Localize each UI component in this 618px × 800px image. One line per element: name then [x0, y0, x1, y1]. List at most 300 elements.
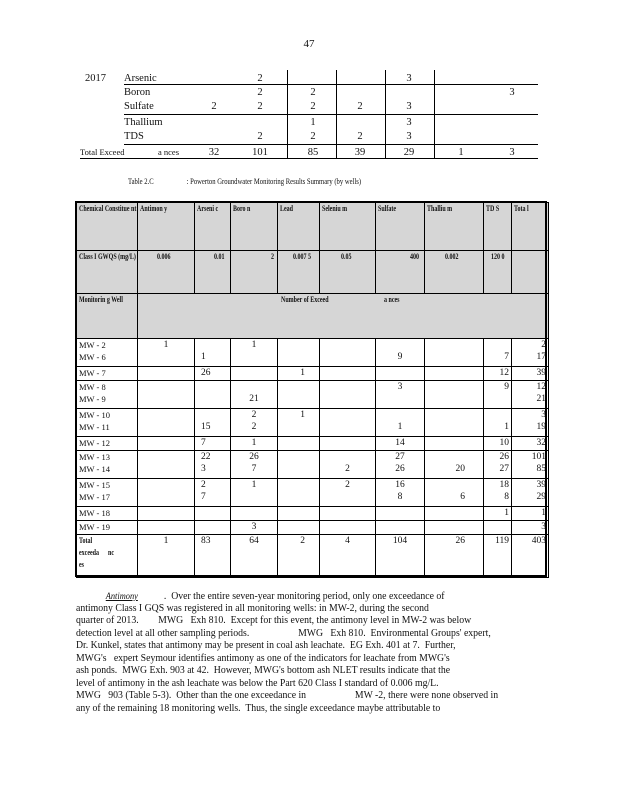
well-names: [77, 506, 138, 520]
cell-value: 27: [395, 452, 405, 463]
tds-cell: [484, 367, 512, 381]
cell-value: 21: [536, 394, 546, 405]
total-cell: 39: [354, 147, 366, 158]
cell-value: [427, 479, 465, 491]
total-cell: 3: [509, 147, 515, 158]
total-lead: 2: [278, 535, 320, 578]
standard-value: 0.002: [445, 251, 459, 261]
selenium-cell: [320, 381, 376, 409]
table-rule: [124, 114, 538, 115]
header-thallium: [425, 203, 484, 251]
header-tds: [484, 203, 512, 251]
antimony-cell: [138, 478, 195, 506]
cell-value: 10: [499, 437, 509, 448]
table-cell: 2: [211, 101, 217, 112]
selenium-cell: [320, 506, 376, 520]
table-cell: 2: [310, 87, 316, 98]
cell-value: 1: [251, 437, 257, 448]
cell-value: [378, 339, 422, 351]
cell-value: [140, 491, 192, 503]
well-name: MW - 12: [79, 437, 111, 448]
well-name: MW - 9: [79, 394, 106, 405]
total-cell: 1: [458, 147, 464, 158]
boron-cell: [231, 520, 278, 534]
well-names: [77, 451, 138, 479]
table-title: : Powerton Groundwater Monitoring Results Summary (by wells): [186, 176, 362, 186]
total-label: [77, 535, 138, 578]
total-cell: 85: [307, 147, 319, 158]
cell-value: 7: [251, 464, 257, 475]
table-rule: [336, 70, 337, 158]
thallium-cell: [425, 339, 484, 367]
cell-value: 2: [345, 479, 350, 490]
tds-cell: [484, 339, 512, 367]
arsenic-cell: [195, 339, 231, 367]
standard-value: 0.01: [214, 251, 225, 261]
cell-value: 1: [163, 340, 169, 351]
cell-value: 32: [536, 437, 546, 448]
header-antimony: [138, 203, 195, 251]
lead-cell: [278, 436, 320, 450]
paragraph-line: quarter of 2013. MWG Exh 810. Except for this event, the antimony level in MW-2 was below: [76, 615, 472, 626]
total-cell: [512, 409, 549, 437]
cell-value: 29: [536, 491, 546, 502]
well-name: MW - 15: [79, 479, 111, 490]
cell-value: [427, 521, 465, 533]
cell-value: 8: [397, 491, 403, 502]
arsenic-cell: [195, 367, 231, 381]
cell-value: [378, 367, 422, 379]
cell-value: [233, 507, 275, 519]
header-selenium: [320, 203, 376, 251]
cell-value: [322, 339, 373, 351]
lead-cell: [278, 506, 320, 520]
standard-total: [512, 250, 549, 293]
total-cell: [512, 520, 549, 534]
cell-value: [140, 521, 192, 533]
header-chemical: [77, 203, 138, 251]
table-cell: 2: [257, 131, 263, 142]
cell-value: [427, 381, 465, 393]
total-cell: 32: [208, 147, 220, 158]
standard-thallium: [425, 250, 484, 293]
paragraph-line: any of the remaining 18 monitoring wells. Thus, the single exceedance maybe attributable to: [76, 702, 441, 714]
standard-boron: [231, 250, 278, 293]
cell-value: 1: [300, 410, 305, 421]
antimony-cell: [138, 436, 195, 450]
cell-value: [427, 451, 465, 463]
cell-value: [140, 451, 192, 463]
well-name: MW - 8: [79, 382, 106, 393]
lead-cell: [278, 339, 320, 367]
sulfate-cell: [376, 478, 425, 506]
number-label: Number of Exceed: [280, 294, 329, 304]
cell-value: [322, 507, 373, 519]
selenium-cell: [320, 520, 376, 534]
standard-value: 0.006: [157, 251, 171, 261]
cell-value: 1: [251, 340, 257, 351]
cell-value: [140, 351, 192, 363]
sulfate-cell: [376, 436, 425, 450]
top-summary-table: [80, 70, 538, 160]
paragraph-line: [76, 590, 513, 603]
total-cell: [512, 367, 549, 381]
well-name: MW - 17: [79, 491, 111, 502]
cell-value: 3: [397, 382, 403, 393]
standard-value: 400: [410, 251, 419, 261]
paragraph-line: Dr. Kunkel, states that antimony may be present in coal ash leachate. EG Exh. 401 at 7. Further,: [76, 640, 456, 651]
header-boron: [231, 203, 278, 251]
header-lead: [278, 203, 320, 251]
well-name: MW - 11: [79, 422, 110, 433]
table-cell: 2: [357, 131, 363, 142]
standard-value: 2: [271, 251, 274, 261]
well-names: [77, 520, 138, 534]
lead-cell: [278, 367, 320, 381]
cell-value: 2: [251, 410, 257, 421]
lead-cell: [278, 381, 320, 409]
cell-value: [280, 507, 305, 519]
header-text: Antimon y: [140, 204, 168, 213]
antimony-cell: [138, 506, 195, 520]
arsenic-cell: [195, 520, 231, 534]
table-cell: 2: [257, 87, 263, 98]
standard-lead: [278, 250, 320, 293]
cell-value: [378, 393, 422, 405]
cell-value: [322, 491, 373, 503]
total-cell: [512, 478, 549, 506]
cell-value: 9: [504, 382, 509, 393]
cell-value: [140, 421, 192, 433]
cell-value: 12: [499, 368, 509, 379]
selenium-cell: [320, 367, 376, 381]
cell-value: 3: [541, 521, 546, 532]
cell-value: 1: [504, 507, 509, 518]
cell-value: [280, 463, 305, 475]
table-caption: [128, 176, 361, 186]
table-cell: 3: [406, 73, 412, 84]
cell-value: 7: [201, 491, 206, 502]
cell-value: [427, 437, 465, 449]
well-names: [77, 381, 138, 409]
well-name: MW - 10: [79, 410, 111, 421]
cell-value: [322, 393, 373, 405]
selenium-cell: [320, 409, 376, 437]
cell-value: [140, 479, 192, 491]
number-label-suffix: a nces: [384, 294, 400, 304]
well-group-row: [77, 478, 549, 506]
cell-value: [427, 393, 465, 405]
cell-value: [486, 521, 509, 533]
well-group-row: [77, 436, 549, 450]
table-cell: 2: [310, 131, 316, 142]
header-text: Seleniu m: [322, 204, 348, 213]
sulfate-cell: [376, 451, 425, 479]
cell-value: 22: [201, 452, 211, 463]
tds-cell: [484, 478, 512, 506]
cell-value: [140, 507, 192, 519]
paragraph-text: . Over the entire seven-year monitoring period, only one exceedance of: [163, 591, 445, 602]
well-group-row: [77, 451, 549, 479]
arsenic-cell: [195, 409, 231, 437]
standard-tds: [484, 250, 512, 293]
cell-value: 3: [251, 521, 257, 532]
header-text: Arseni c: [197, 204, 219, 213]
table-rule: [124, 84, 538, 85]
header-total: [512, 203, 549, 251]
standard-value: 120 0: [491, 251, 505, 261]
well-group-row: [77, 367, 549, 381]
cell-value: 26: [499, 452, 509, 463]
total-tds: 119: [484, 535, 512, 578]
standard-antimony: [138, 250, 195, 293]
boron-cell: [231, 409, 278, 437]
cell-value: 101: [531, 452, 546, 463]
cell-value: 1: [397, 422, 403, 433]
thallium-cell: [425, 367, 484, 381]
cell-value: [140, 463, 192, 475]
year-label: 2017: [85, 73, 106, 84]
well-names: [77, 478, 138, 506]
header-sulfate: [376, 203, 425, 251]
boron-cell: [231, 506, 278, 520]
cell-value: [280, 451, 305, 463]
selenium-cell: [320, 451, 376, 479]
tds-cell: [484, 520, 512, 534]
header-text: Tota l: [514, 204, 529, 213]
cell-value: [280, 381, 305, 393]
cell-value: 19: [536, 422, 546, 433]
cell-value: 26: [249, 452, 259, 463]
header-arsenic: [195, 203, 231, 251]
tds-cell: [484, 506, 512, 520]
cell-value: [486, 339, 509, 351]
well-name: MW - 7: [79, 368, 106, 379]
cell-value: 14: [395, 437, 405, 448]
table-rule: [124, 144, 538, 145]
cell-value: 1: [300, 368, 305, 379]
row-label: Thallium: [124, 117, 163, 128]
table-rule: [385, 70, 386, 158]
cell-value: [280, 521, 305, 533]
cell-value: [322, 351, 373, 363]
cell-value: [427, 339, 465, 351]
table-cell: 3: [406, 101, 412, 112]
cell-value: [280, 351, 305, 363]
well-name: MW - 13: [79, 452, 111, 463]
total-thallium: 26: [425, 535, 484, 578]
cell-value: 6: [460, 491, 465, 502]
total-label-suffix: a nces: [158, 147, 180, 157]
header-text: Lead: [280, 204, 294, 213]
paragraph-line: MWG 903 (Table 5-3). Other than the one exceedance in MW -2, there were none observed in: [76, 690, 499, 701]
cell-value: 1: [201, 352, 206, 363]
sulfate-cell: [376, 367, 425, 381]
table-id: Table 2.C: [128, 176, 154, 186]
sulfate-cell: [376, 409, 425, 437]
cell-value: [201, 381, 228, 393]
total-label-text: Total exceeda nc es: [79, 536, 114, 570]
total-cell: [512, 506, 549, 520]
row-label: Arsenic: [124, 73, 157, 84]
cell-value: [378, 507, 422, 519]
well-names: [77, 409, 138, 437]
table-rule: [434, 70, 435, 158]
table-rule: [287, 70, 288, 158]
arsenic-cell: [195, 451, 231, 479]
cell-value: 8: [504, 491, 509, 502]
cell-value: [427, 507, 465, 519]
cell-value: [140, 393, 192, 405]
cell-value: [280, 393, 305, 405]
cell-value: [280, 339, 305, 351]
standard-arsenic: [195, 250, 231, 293]
cell-value: [280, 479, 305, 491]
cell-value: 85: [536, 464, 546, 475]
thallium-cell: [425, 506, 484, 520]
antimony-cell: [138, 339, 195, 367]
cell-value: [378, 409, 422, 421]
cell-value: [201, 339, 228, 351]
cell-value: 27: [499, 464, 509, 475]
total-boron: 64: [231, 535, 278, 578]
total-cell: 101: [252, 147, 268, 158]
cell-value: [322, 409, 373, 421]
cell-value: [322, 381, 373, 393]
lead-cell: [278, 451, 320, 479]
well-group-row: [77, 409, 549, 437]
sulfate-cell: [376, 339, 425, 367]
well-name: MW - 19: [79, 521, 111, 532]
tds-cell: [484, 451, 512, 479]
cell-value: 20: [455, 464, 465, 475]
total-total: 403: [512, 535, 549, 578]
cell-value: [233, 351, 275, 363]
cell-value: 1: [541, 507, 546, 518]
standard-label: [77, 250, 138, 293]
total-antimony: 1: [138, 535, 195, 578]
total-sulfate: 104: [376, 535, 425, 578]
boron-cell: [231, 436, 278, 450]
cell-value: 39: [536, 479, 546, 490]
thallium-cell: [425, 478, 484, 506]
row-label: Boron: [124, 87, 151, 98]
antimony-cell: [138, 520, 195, 534]
antimony-cell: [138, 367, 195, 381]
arsenic-cell: [195, 506, 231, 520]
antimony-cell: [138, 451, 195, 479]
cell-value: 16: [395, 479, 405, 490]
cell-value: [201, 393, 228, 405]
cell-value: 2: [251, 422, 257, 433]
table-cell: 1: [310, 117, 316, 128]
cell-value: [233, 491, 275, 503]
header-row: [77, 203, 549, 251]
number-of-exceedances-label: [138, 293, 549, 339]
selenium-cell: [320, 339, 376, 367]
row-label: Sulfate: [124, 101, 154, 112]
cell-value: 1: [251, 479, 257, 490]
tds-cell: [484, 409, 512, 437]
well-name: MW - 18: [79, 507, 111, 518]
cell-value: [427, 421, 465, 433]
cell-value: [280, 421, 305, 433]
boron-cell: [231, 339, 278, 367]
lead-cell: [278, 520, 320, 534]
well-group-row: [77, 506, 549, 520]
cell-value: 26: [395, 464, 405, 475]
header-text: Thalliu m: [427, 204, 453, 213]
boron-cell: [231, 367, 278, 381]
standards-row: [77, 250, 549, 293]
total-cell: [512, 436, 549, 450]
table-cell: 3: [406, 117, 412, 128]
cell-value: 26: [201, 368, 211, 379]
cell-value: [140, 367, 192, 379]
cell-value: 2: [201, 479, 206, 490]
cell-value: 15: [201, 422, 211, 433]
lead-cell: [278, 478, 320, 506]
standard-label-text: Class I GWQS (mg/L): [79, 251, 136, 261]
table-cell: 2: [257, 101, 263, 112]
cell-value: 39: [536, 368, 546, 379]
arsenic-cell: [195, 436, 231, 450]
cell-value: [140, 437, 192, 449]
well-names: [77, 339, 138, 367]
table-cell: 3: [509, 87, 515, 98]
cell-value: [280, 437, 305, 449]
cell-value: [140, 381, 192, 393]
cell-value: [427, 351, 465, 363]
sulfate-cell: [376, 520, 425, 534]
cell-value: 21: [249, 394, 259, 405]
cell-value: 7: [201, 437, 206, 448]
cell-value: [233, 367, 275, 379]
cell-value: 7: [504, 352, 509, 363]
cell-value: [427, 367, 465, 379]
thallium-cell: [425, 381, 484, 409]
cell-value: [201, 409, 228, 421]
cell-value: 12: [536, 382, 546, 393]
boron-cell: [231, 478, 278, 506]
cell-value: [322, 367, 373, 379]
cell-value: [378, 521, 422, 533]
paragraph-line: ash ponds. MWG Exh. 903 at 42. However, MWG's bottom ash NLET results indicate that the: [76, 665, 451, 676]
antimony-cell: [138, 409, 195, 437]
cell-value: 17: [536, 352, 546, 363]
total-label: Total Exceed: [80, 147, 125, 157]
paragraph-line: detection level at all other sampling periods. MWG Exh 810. Environmental Groups' expert,: [76, 627, 491, 639]
table-rule: [80, 158, 538, 159]
well-name: MW - 2: [79, 340, 106, 351]
well-label-row: [77, 293, 549, 339]
cell-value: [486, 393, 509, 405]
paragraph-line: antimony Class I GQS was registered in all monitoring wells: in MW-2, during the second: [76, 602, 429, 614]
well-group-row: [77, 381, 549, 409]
cell-value: [427, 409, 465, 421]
total-cell: [512, 339, 549, 367]
tds-cell: [484, 381, 512, 409]
boron-cell: [231, 381, 278, 409]
cell-value: 2: [345, 464, 350, 475]
well-group-row: [77, 339, 549, 367]
well-name: MW - 6: [79, 352, 106, 363]
well-group-row: [77, 520, 549, 534]
cell-value: [233, 381, 275, 393]
cell-value: [201, 507, 228, 519]
sulfate-cell: [376, 381, 425, 409]
total-cell: [512, 451, 549, 479]
